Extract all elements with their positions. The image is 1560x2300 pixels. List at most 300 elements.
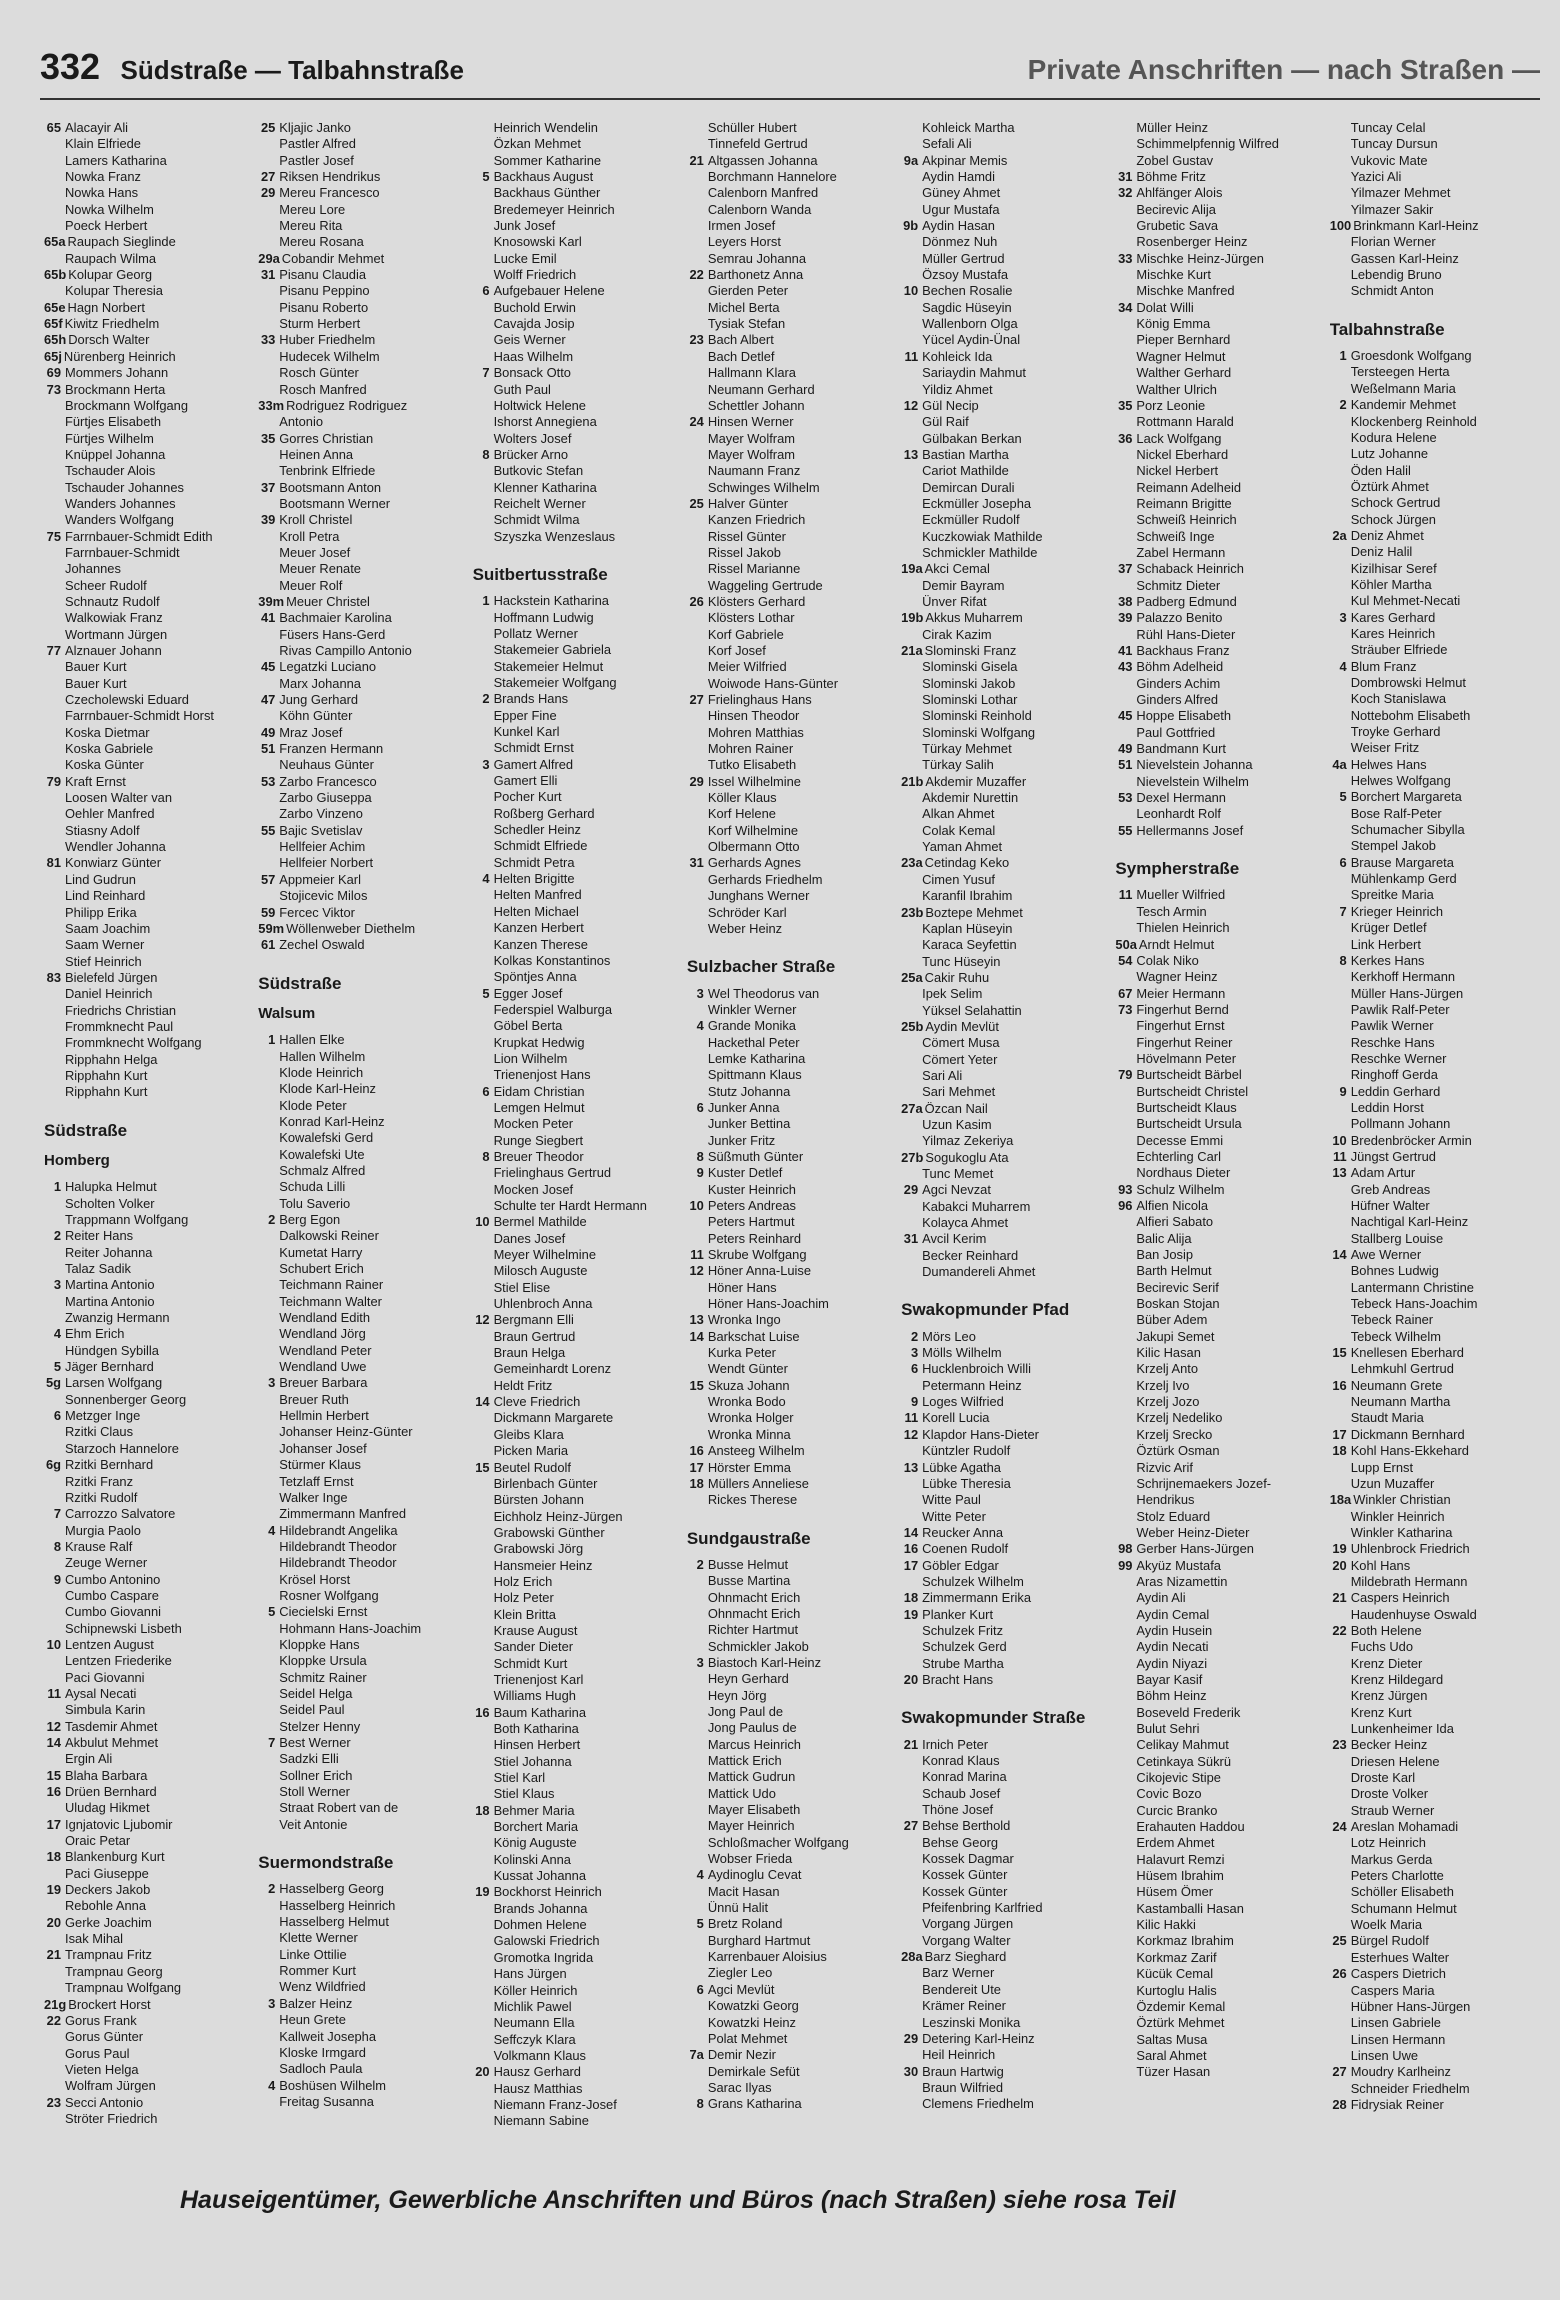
resident-entry xyxy=(44,1474,252,1490)
resident-entry xyxy=(1115,251,1323,267)
resident-entry xyxy=(258,610,466,626)
resident-name: Stelzer Henny xyxy=(279,1718,361,1734)
resident-entry xyxy=(1115,1378,1323,1394)
resident-entry xyxy=(1330,185,1538,201)
resident-entry xyxy=(1330,986,1538,1002)
resident-entry xyxy=(901,741,1109,757)
resident-entry xyxy=(44,659,252,675)
resident-name: Peters Hartmut xyxy=(707,1214,795,1230)
resident-entry xyxy=(901,970,1109,986)
resident-entry xyxy=(258,2012,466,2028)
resident-name: Ripphahn Kurt xyxy=(65,1067,148,1083)
resident-name: Akkus Muharrem xyxy=(925,610,1023,626)
resident-name: Grabowski Jörg xyxy=(493,1541,584,1557)
house-number: 17 xyxy=(903,1557,919,1573)
resident-name: Epper Fine xyxy=(493,707,557,723)
resident-entry xyxy=(473,218,681,234)
resident-entry xyxy=(473,1116,681,1132)
house-number: 11 xyxy=(904,1410,919,1426)
resident-name: Mereu Lore xyxy=(279,201,346,217)
street-heading: Suitbertusstraße xyxy=(472,564,608,584)
resident-entry xyxy=(473,1884,681,1900)
resident-entry xyxy=(901,349,1109,365)
resident-name: Mattick Udo xyxy=(707,1785,776,1801)
resident-entry xyxy=(687,267,895,283)
resident-name: Backhaus Franz xyxy=(1136,643,1230,658)
resident-name: Backhaus August xyxy=(493,169,594,185)
resident-entry xyxy=(473,1852,681,1868)
resident-name: Büber Adem xyxy=(1136,1312,1208,1328)
resident-entry xyxy=(1115,627,1323,643)
resident-entry xyxy=(1330,1329,1538,1345)
resident-entry xyxy=(901,1672,1109,1688)
resident-entry xyxy=(1115,2015,1323,2031)
resident-name: Tschauder Alois xyxy=(65,463,156,479)
resident-name: Tinnefeld Gertrud xyxy=(707,136,808,152)
resident-name: Krause August xyxy=(493,1622,578,1638)
house-number: 21 xyxy=(46,1947,61,1963)
resident-entry xyxy=(473,1950,681,1966)
resident-entry xyxy=(1330,120,1538,136)
resident-name: Veit Antonie xyxy=(279,1816,348,1832)
resident-name: Braun Wilfried xyxy=(922,2079,1004,2095)
resident-entry xyxy=(687,1247,895,1263)
resident-entry xyxy=(901,1851,1109,1867)
resident-name: Covic Bozo xyxy=(1136,1786,1202,1802)
resident-entry xyxy=(44,643,252,659)
resident-entry xyxy=(687,1476,895,1492)
resident-entry xyxy=(687,1018,895,1034)
resident-entry xyxy=(687,120,895,136)
resident-entry xyxy=(258,1474,466,1490)
resident-name: Klode Karl-Heinz xyxy=(279,1081,377,1097)
resident-name: Cumbo Giovanni xyxy=(65,1604,162,1620)
resident-entry xyxy=(1330,1427,1538,1443)
resident-name: Kohleick Martha xyxy=(922,120,1015,135)
resident-entry xyxy=(901,1639,1109,1655)
resident-name: Stiel Klaus xyxy=(493,1786,555,1802)
house-number: 16 xyxy=(903,1541,919,1557)
resident-entry xyxy=(1330,2081,1538,2097)
resident-name: Cimen Yusuf xyxy=(922,871,995,887)
resident-name: Philipp Erika xyxy=(65,904,137,920)
resident-name: Waggeling Gertrude xyxy=(707,577,823,593)
house-number: 24 xyxy=(1332,1819,1347,1835)
resident-name: Schmidt Anton xyxy=(1350,283,1434,299)
resident-entry xyxy=(1115,1819,1323,1835)
resident-entry xyxy=(44,1849,252,1865)
resident-name: Schröder Karl xyxy=(707,904,787,920)
resident-name: Holtwick Helene xyxy=(493,397,586,413)
resident-name: Özdemir Kemal xyxy=(1136,1998,1226,2014)
resident-name: Gorus Paul xyxy=(65,2045,130,2061)
resident-entry xyxy=(473,953,681,969)
resident-entry xyxy=(1330,1084,1538,1100)
resident-entry xyxy=(901,627,1109,643)
resident-name: Saam Werner xyxy=(65,937,145,953)
resident-entry xyxy=(258,1572,466,1588)
resident-name: Dalkowski Reiner xyxy=(279,1228,379,1244)
resident-entry xyxy=(44,578,252,594)
resident-entry xyxy=(258,120,466,136)
resident-name: Brands Johanna xyxy=(493,1900,588,1916)
resident-entry xyxy=(1115,2048,1323,2064)
house-number: 61 xyxy=(260,937,276,953)
resident-entry xyxy=(687,234,895,250)
resident-name: Farrnbauer-Schmidt xyxy=(65,544,180,560)
resident-name: Schipnewski Lisbeth xyxy=(65,1620,182,1636)
house-number: 99 xyxy=(1118,1557,1133,1573)
resident-entry xyxy=(901,1786,1109,1802)
resident-entry xyxy=(687,185,895,201)
resident-name: Hörster Emma xyxy=(707,1459,791,1475)
house-number: 34 xyxy=(1118,299,1133,315)
resident-entry xyxy=(473,1476,681,1492)
resident-entry xyxy=(258,1800,466,1816)
resident-entry xyxy=(1115,1394,1323,1410)
resident-name: Planker Kurt xyxy=(922,1606,994,1622)
resident-name: Hendrikus xyxy=(1136,1492,1195,1508)
resident-name: Colak Kemal xyxy=(922,822,996,838)
resident-name: Stoll Werner xyxy=(279,1784,350,1800)
resident-entry xyxy=(1330,2048,1538,2064)
resident-entry xyxy=(1330,969,1538,985)
resident-entry xyxy=(901,1884,1109,1900)
resident-entry xyxy=(901,1345,1109,1361)
resident-entry xyxy=(258,1637,466,1653)
resident-name: Vorgang Jürgen xyxy=(922,1916,1014,1932)
resident-entry xyxy=(1115,1803,1323,1819)
house-number: 53 xyxy=(1118,790,1133,806)
resident-name: Palazzo Benito xyxy=(1136,610,1223,626)
house-number: 21 xyxy=(1332,1590,1347,1606)
street-heading: Suermondstraße xyxy=(258,1853,394,1873)
house-number: 69 xyxy=(46,365,61,381)
house-number: 3 xyxy=(696,1654,704,1670)
resident-entry xyxy=(44,937,252,953)
resident-name: Wallenborn Olga xyxy=(922,316,1018,332)
resident-name: Krüger Detlef xyxy=(1350,920,1427,936)
resident-name: Hudecek Wilhelm xyxy=(279,348,380,364)
resident-entry xyxy=(1115,578,1323,594)
resident-name: Ünver Rifat xyxy=(922,593,987,609)
resident-entry xyxy=(44,1003,252,1019)
resident-entry xyxy=(473,969,681,985)
house-number: 17 xyxy=(1332,1426,1347,1442)
resident-name: Wendler Johanna xyxy=(65,839,166,855)
resident-name: Raupach Sieglinde xyxy=(67,234,176,250)
resident-entry xyxy=(901,855,1109,871)
resident-name: Pawlik Werner xyxy=(1350,1018,1434,1034)
resident-entry xyxy=(687,1378,895,1394)
resident-name: Füsers Hans-Gerd xyxy=(279,626,386,642)
resident-name: Korf Helene xyxy=(707,806,776,822)
resident-entry xyxy=(473,724,681,740)
house-number: 2 xyxy=(1339,397,1347,413)
resident-name: Heyn Gerhard xyxy=(707,1671,789,1687)
resident-entry xyxy=(1115,2064,1323,2080)
house-number: 53 xyxy=(260,773,276,789)
resident-entry xyxy=(473,740,681,756)
resident-name: Sariaydin Mahmut xyxy=(922,365,1027,381)
resident-entry xyxy=(473,2113,681,2129)
resident-entry xyxy=(901,218,1109,234)
resident-name: Mischke Manfred xyxy=(1136,283,1235,299)
house-number: 4 xyxy=(482,871,490,887)
resident-name: Burghard Hartmut xyxy=(707,1932,811,1948)
resident-name: Köller Klaus xyxy=(707,790,777,806)
resident-name: Droste Volker xyxy=(1350,1786,1429,1802)
resident-name: Wortmann Jürgen xyxy=(65,626,168,642)
resident-name: Busse Martina xyxy=(707,1573,791,1589)
resident-entry xyxy=(901,561,1109,577)
resident-entry xyxy=(258,267,466,283)
resident-name: Kljajic Janko xyxy=(279,120,351,135)
resident-name: Farrnbauer-Schmidt Edith xyxy=(65,528,213,544)
district-heading: Homberg xyxy=(44,1151,110,1169)
resident-name: Fidrysiak Reiner xyxy=(1350,2096,1444,2112)
resident-name: Mohren Matthias xyxy=(707,724,804,740)
resident-entry xyxy=(1330,871,1538,887)
resident-entry xyxy=(473,610,681,626)
resident-name: Czecholewski Eduard xyxy=(65,692,189,708)
resident-entry xyxy=(1115,1721,1323,1737)
resident-name: Meuer Josef xyxy=(279,544,351,560)
resident-name: Korkmaz Ibrahim xyxy=(1136,1933,1234,1949)
resident-name: Cömert Yeter xyxy=(922,1051,998,1067)
resident-entry xyxy=(687,1884,895,1900)
resident-name: Klockenberg Reinhold xyxy=(1350,413,1477,429)
resident-entry xyxy=(1115,1067,1323,1083)
house-number: 25 xyxy=(1332,1933,1347,1949)
resident-name: Sonnenberger Georg xyxy=(65,1391,187,1407)
resident-name: Cavajda Josip xyxy=(493,316,575,332)
resident-name: Hinsen Theodor xyxy=(707,708,800,724)
resident-entry xyxy=(1330,691,1538,707)
resident-entry xyxy=(1115,643,1323,659)
resident-name: Schmidt Ernst xyxy=(493,740,574,756)
house-number: 6 xyxy=(482,1083,490,1099)
resident-name: Krzelj Ivo xyxy=(1136,1377,1190,1393)
resident-entry xyxy=(473,1983,681,1999)
resident-name: Yilmaz Zekeriya xyxy=(922,1133,1014,1149)
resident-entry xyxy=(687,1051,895,1067)
resident-entry xyxy=(1115,300,1323,316)
resident-name: Zobel Gustav xyxy=(1136,152,1214,168)
resident-entry xyxy=(1330,1410,1538,1426)
resident-entry xyxy=(901,1949,1109,1965)
resident-name: Tenbrink Elfriede xyxy=(279,463,376,479)
resident-name: Barkschat Luise xyxy=(707,1328,800,1344)
resident-entry xyxy=(473,1231,681,1247)
resident-name: Bulut Sehri xyxy=(1136,1721,1200,1736)
resident-entry xyxy=(1115,1263,1323,1279)
house-number: 21b xyxy=(901,773,924,789)
resident-name: Lack Wolfgang xyxy=(1136,430,1222,446)
resident-name: Lucke Emil xyxy=(493,250,557,266)
directory-column xyxy=(1115,120,1329,2140)
resident-name: Bechen Rosalie xyxy=(922,283,1013,299)
resident-name: Müller Hans-Jürgen xyxy=(1350,985,1464,1001)
directory-column xyxy=(258,120,472,2140)
resident-name: Alfieri Sabato xyxy=(1136,1214,1214,1230)
resident-name: Kolinski Anna xyxy=(493,1851,571,1867)
resident-entry xyxy=(687,2064,895,2080)
resident-name: Schaback Heinrich xyxy=(1136,561,1244,577)
resident-name: Loosen Walter van xyxy=(65,790,173,806)
resident-entry xyxy=(901,267,1109,283)
resident-name: Klenner Katharina xyxy=(493,479,597,495)
resident-entry xyxy=(473,757,681,773)
resident-entry xyxy=(1115,496,1323,512)
resident-name: Leszinski Monika xyxy=(922,2014,1021,2030)
resident-name: Sogukoglu Ata xyxy=(925,1149,1009,1165)
house-number: 7 xyxy=(268,1735,276,1750)
resident-entry xyxy=(1115,1705,1323,1721)
resident-entry xyxy=(1115,153,1323,169)
resident-name: Kilic Hakki xyxy=(1136,1917,1196,1933)
resident-name: Sefali Ali xyxy=(922,136,972,152)
resident-entry xyxy=(44,1375,252,1391)
resident-entry xyxy=(1330,953,1538,969)
house-number: 5 xyxy=(53,1359,61,1375)
resident-name: Rosch Manfred xyxy=(279,381,367,397)
resident-entry xyxy=(258,431,466,447)
resident-entry xyxy=(473,986,681,1002)
resident-entry xyxy=(258,1686,466,1702)
resident-entry xyxy=(1330,1182,1538,1198)
resident-entry xyxy=(1330,364,1538,380)
resident-entry xyxy=(687,1394,895,1410)
resident-entry xyxy=(1115,1329,1323,1345)
house-number: 27b xyxy=(901,1149,924,1165)
resident-entry xyxy=(473,659,681,675)
resident-name: Geis Werner xyxy=(493,332,566,348)
resident-entry xyxy=(1115,1525,1323,1541)
resident-name: Seffczyk Klara xyxy=(493,2031,576,2047)
resident-entry xyxy=(687,643,895,659)
resident-name: Heinrich Wendelin xyxy=(493,120,598,135)
resident-name: Schmitz Dieter xyxy=(1136,577,1221,593)
house-number: 81 xyxy=(46,855,61,871)
resident-entry xyxy=(687,218,895,234)
resident-name: Hoffmann Ludwig xyxy=(493,609,594,625)
resident-name: Stakemeier Gabriela xyxy=(493,642,612,658)
resident-name: Wanders Wolfgang xyxy=(65,512,174,528)
resident-entry xyxy=(44,1261,252,1277)
resident-name: Rzitki Rudolf xyxy=(65,1489,138,1505)
house-number: 9 xyxy=(910,1394,919,1410)
resident-name: Öden Halil xyxy=(1350,462,1411,478)
resident-entry xyxy=(258,1735,466,1751)
resident-entry xyxy=(1330,1884,1538,1900)
house-number: 1 xyxy=(53,1179,61,1195)
resident-entry xyxy=(258,251,466,267)
resident-entry xyxy=(1330,1051,1538,1067)
directory-column xyxy=(687,120,901,2140)
resident-name: Lübke Theresia xyxy=(922,1475,1011,1491)
resident-name: Kizilhisar Seref xyxy=(1350,560,1437,576)
resident-entry xyxy=(901,937,1109,953)
resident-name: Peters Reinhard xyxy=(707,1230,801,1246)
resident-name: Hübner Hans-Jürgen xyxy=(1350,1998,1471,2014)
resident-entry xyxy=(901,1509,1109,1525)
house-number: 8 xyxy=(482,1148,490,1164)
resident-entry xyxy=(901,1590,1109,1606)
resident-entry xyxy=(44,676,252,692)
resident-name: Neuhaus Günter xyxy=(279,757,374,773)
resident-entry xyxy=(473,1623,681,1639)
resident-name: Pollatz Werner xyxy=(493,625,578,641)
resident-name: Weiser Fritz xyxy=(1350,740,1420,756)
resident-entry xyxy=(901,774,1109,790)
resident-entry xyxy=(473,234,681,250)
resident-entry xyxy=(258,169,466,185)
resident-entry xyxy=(1330,1476,1538,1492)
resident-name: Leddin Horst xyxy=(1350,1099,1424,1115)
resident-entry xyxy=(1330,283,1538,299)
house-number: 10 xyxy=(46,1636,61,1652)
resident-entry xyxy=(1115,136,1323,152)
resident-entry xyxy=(1115,398,1323,414)
resident-entry xyxy=(473,1574,681,1590)
resident-name: Holz Peter xyxy=(493,1590,554,1606)
resident-entry xyxy=(901,2064,1109,2080)
house-number: 18a xyxy=(1329,1492,1352,1508)
resident-entry xyxy=(44,365,252,381)
resident-name: Brockert Horst xyxy=(68,1996,151,2012)
resident-name: Gamert Elli xyxy=(493,773,558,789)
resident-name: Deckers Jakob xyxy=(65,1882,151,1898)
resident-entry xyxy=(1330,1067,1538,1083)
resident-name: Irmen Josef xyxy=(707,218,776,234)
resident-entry xyxy=(901,839,1109,855)
resident-entry xyxy=(1330,1672,1538,1688)
resident-name: Bermel Mathilde xyxy=(493,1214,587,1230)
resident-entry xyxy=(687,414,895,430)
resident-entry xyxy=(473,1329,681,1345)
resident-entry xyxy=(44,1490,252,1506)
resident-name: Bredemeyer Heinrich xyxy=(493,201,615,217)
resident-entry xyxy=(687,1214,895,1230)
house-number: 7a xyxy=(689,2047,704,2063)
resident-name: Nachtigal Karl-Heinz xyxy=(1350,1214,1469,1230)
resident-entry xyxy=(44,1637,252,1653)
resident-name: Nickel Eberhard xyxy=(1136,446,1229,462)
house-number: 7 xyxy=(482,365,490,381)
resident-entry xyxy=(44,398,252,414)
resident-name: Gassen Karl-Heinz xyxy=(1350,250,1459,266)
resident-name: Erdem Ahmet xyxy=(1136,1835,1215,1851)
resident-name: Burtscheidt Christel xyxy=(1136,1083,1249,1099)
resident-name: Tebeck Hans-Joachim xyxy=(1350,1296,1478,1312)
house-number: 75 xyxy=(46,528,61,544)
resident-name: Slominski Wolfgang xyxy=(922,724,1036,740)
resident-name: Yüksel Selahattin xyxy=(922,1002,1022,1018)
resident-entry xyxy=(1115,447,1323,463)
resident-entry xyxy=(901,578,1109,594)
resident-entry xyxy=(901,1019,1109,1035)
resident-name: Tuncay Celal xyxy=(1350,120,1426,135)
resident-name: Korkmaz Zarif xyxy=(1136,1949,1217,1965)
resident-entry xyxy=(1330,1656,1538,1672)
resident-entry xyxy=(1115,1427,1323,1443)
resident-entry xyxy=(687,1165,895,1181)
resident-entry xyxy=(901,463,1109,479)
resident-entry xyxy=(44,463,252,479)
resident-name: Junker Bettina xyxy=(707,1116,791,1132)
resident-name: Dickmann Margarete xyxy=(493,1410,614,1426)
